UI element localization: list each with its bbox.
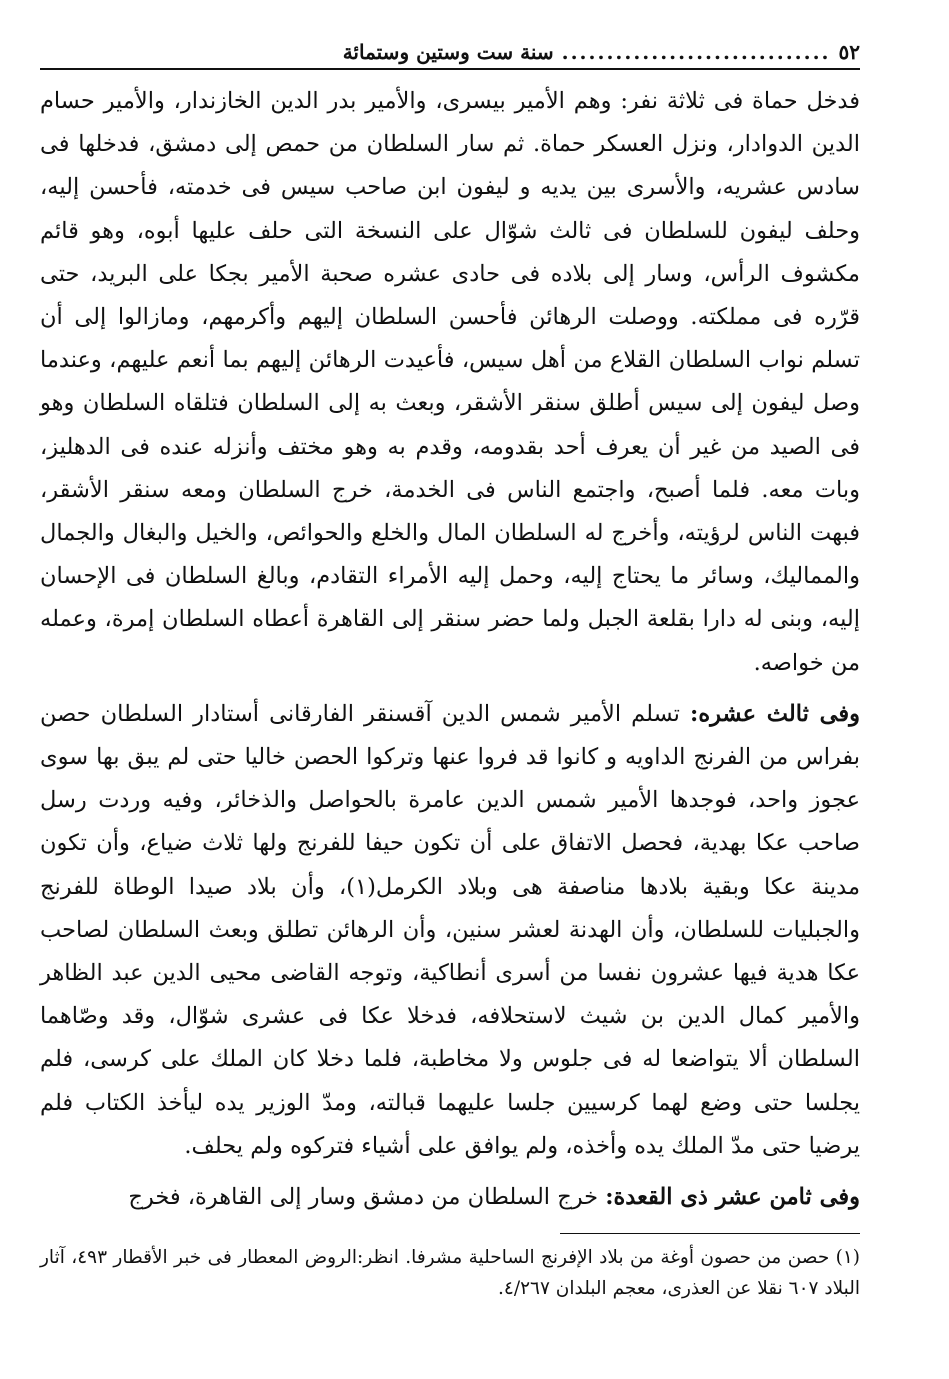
book-page [40,30,860,1350]
header-dot-leader: .............................. [561,40,831,64]
running-header [40,30,860,70]
paragraph [40,1176,860,1219]
paragraph-lead: وفى ثامن عشر ذى القعدة: [605,1184,860,1211]
main-text [40,80,860,1219]
paragraph-text: تسلم الأمير شمس الدين آقسنقر الفارقانى أستادار السلطان حصن بفراس من الفرنج الداويه و كانوا قد فروا عنها وتركوا الحصن خاليا حتى لم يبق بها سوى عجوز واحد، فوجدها الأمير شمس الدين عامرة بالحواصل والذخائر، وفيه وردت رسل صاحب عكا بهدية، فحصل الاتفاق على أن تكون حيفا للفرنج ولها ثلاث ضياع، وأن تكون مدينة عكا وبقية بلادها مناصفة هى وبلاد الكرمل(١)، وأن بلاد صيدا الوطاة للفرنج والجبليات للسلطان، وأن الهدنة لعشر سنين، وأن الرهائن تطلق وبعث السلطان لصاحب عكا هدية فيها عشرون نفسا من أسرى أنطاكية، وتوجه القاضى محيى الدين عبد الظاهر والأمير كمال الدين بن شيث لاستحلافه، فدخلا عكا فى عشرى شوّال، وقد وصّاهما السلطان ألا يتواضعا له فى جلوس ولا مخاطبة، فلما دخلا كان الملك على كرسى، فلم يجلسا حتى وضع لهما كرسيين جلسا عليهما قبالته، ومدّ الوزير يده ليأخذ الكتاب فلم يرضيا حتى مدّ الملك يده وأخذه، ولم يوافق على أشياء فتركوه ولم يحلف. [40,700,861,1159]
page-number: ٥٢ [838,40,860,64]
paragraph-text: فدخل حماة فى ثلاثة نفر: وهم الأمير بيسرى، والأمير بدر الدين الخازندار، والأمير حسام الدين الدوادار، ونزل العسكر حماة. ثم سار السلطان من حمص إلى دمشق، فدخلها فى سادس عشريه، والأسرى بين يديه و ليفون ابن صاحب سيس فى خدمته، فأحسن إليه، وحلف ليفون للسلطان فى ثالث شوّال على النسخة التى حلف عليها أبوه، وهو قائم مكشوف الرأس، وسار إلى بلاده فى حادى عشره صحبة الأمير بجكا على البريد، حتى قرّره فى مملكته. ووصلت الرهائن فأحسن السلطان إليهم وأكرمهم، ومازالوا إلى أن تسلم نواب السلطان القلاع من أهل سيس، فأعيدت الرهائن إليهم بما أنعم عليهم، وعندما وصل ليفون إلى سيس أطلق سنقر الأشقر، وبعث به إلى السلطان فتلقاه السلطان وهو فى الصيد من غير أن يعرف أحد بقدومه، وقدم به وهو مختف وأنزله عنده فى الدهليز، وبات معه. فلما أصبح، واجتمع الناس فى الخدمة، خرج السلطان ومعه سنقر الأشقر، فبهت الناس لرؤيته، وأخرج له السلطان المال والخلع والحوائص، والخيل والبغال والجمال والمماليك، وسائر ما يحتاج إليه، وحمل إليه الأمراء التقادم، وبالغ السلطان فى الإحسان إليه، وبنى له دارا بقلعة الجبل ولما حضر سنقر إلى القاهرة أعطاه السلطان إمرة، وعمله من خواصه. [40,88,860,676]
paragraph [40,693,860,1168]
footnote [40,1242,860,1304]
paragraph [40,80,860,685]
footnote-divider [560,1233,860,1234]
running-title: سنة ست وستين وستمائة [342,40,554,64]
paragraph-text: خرج السلطان من دمشق وسار إلى القاهرة، فخرج [128,1184,599,1211]
footnote-text: (١) حصن من حصون أوغة من بلاد الإفرنج الساحلية مشرفا. انظر:الروض المعطار فى خبر الأقطار ٤٩٣، آثار البلاد ٦٠٧ نقلا عن العذرى، معجم البلدان ٤/٢٦٧. [40,1247,860,1300]
paragraph-lead: وفى ثالث عشره: [690,700,860,727]
